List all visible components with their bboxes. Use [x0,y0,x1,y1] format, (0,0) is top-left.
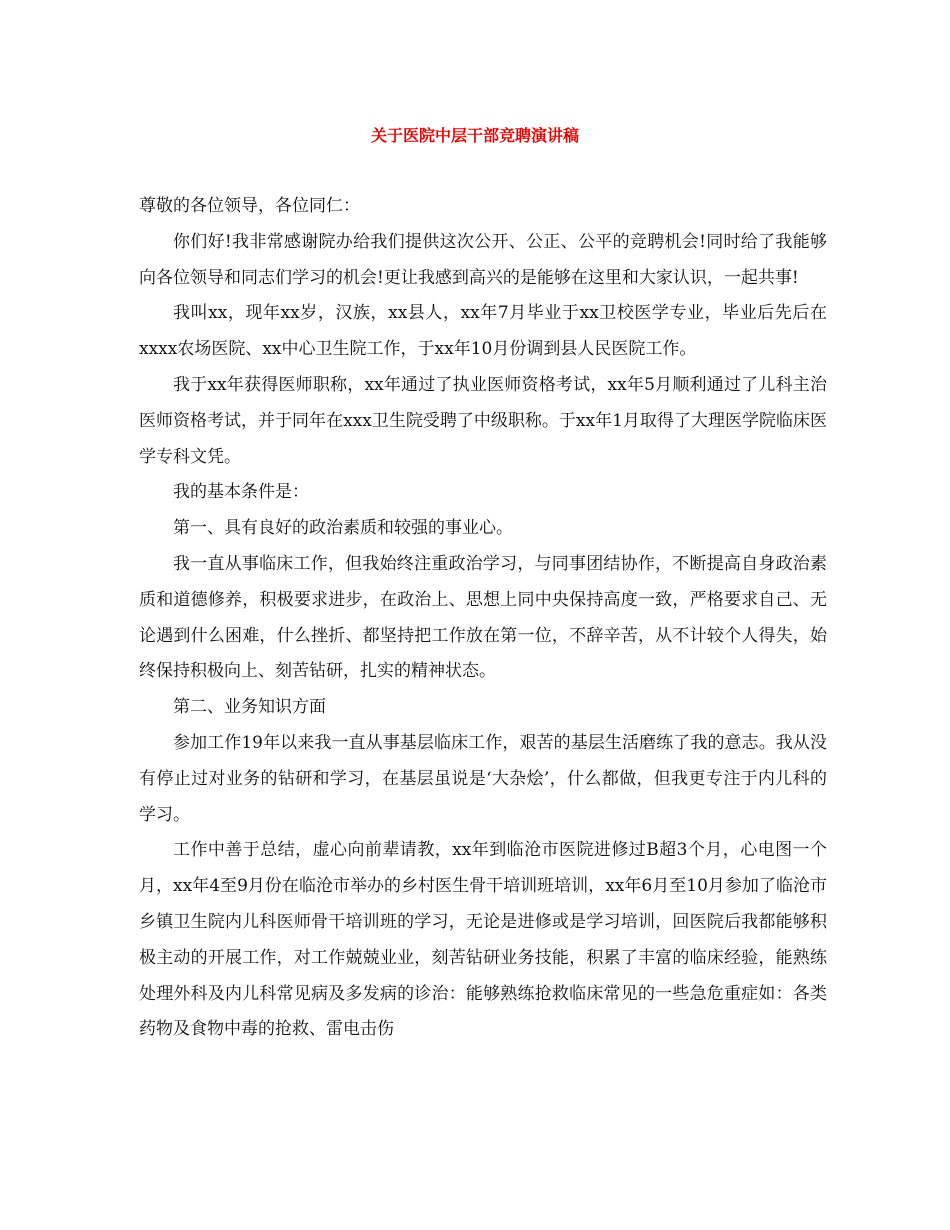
document-body [139,189,827,1048]
paragraph-work-experience: 参加工作19年以来我一直从事基层临床工作，艰苦的基层生活磨练了我的意志。我从没有停止过对业务的钻研和学习，在基层虽说是‘大杂烩’，什么都做，但我更专注于内儿科的学习。 [139,732,827,825]
paragraph-basic-conditions: 我的基本条件是： [173,482,309,503]
heading-first-point: 第一、具有良好的政治素质和较强的事业心。 [173,518,513,539]
document-title: 关于医院中层干部竞聘演讲稿 [370,126,579,145]
paragraph-qualifications: 我于xx年获得医师职称，xx年通过了执业医师资格考试，xx年5月顺利通过了儿科主治医师资格考试，并于同年在xxx卫生院受聘了中级职称。于xx年1月取得了大理医学院临床医学专科文凭。 [139,374,827,467]
paragraph-training: 工作中善于总结，虚心向前辈请教，xx年到临沧市医院进修过B超3个月，心电图一个月，xx年4至9月份在临沧市举办的乡村医生骨干培训班培训，xx年6月至10月参加了临沧市乡镇卫生院内儿科医师骨干培训班的学习，无论是进修或是学习培训，回医院后我都能够积极主动的开展工作，对工作兢兢业业，刻苦钻研业务技能，积累了丰富的临床经验，能熟练处理外科及内儿科常见病及多发病的诊治：能够熟练抢救临床常见的一些急危重症如：各类药物及食物中毒的抢救、雷电击伤 [139,840,827,1040]
paragraph-introduction: 我叫xx，现年xx岁，汉族，xx县人，xx年7月毕业于xx卫校医学专业，毕业后先后在xxxx农场医院、xx中心卫生院工作，于xx年10月份调到县人民医院工作。 [139,303,827,360]
heading-second-point: 第二、业务知识方面 [173,697,326,718]
paragraph-political-quality: 我一直从事临床工作，但我始终注重政治学习，与同事团结协作，不断提高自身政治素质和道德修养，积极要求进步，在政治上、思想上同中央保持高度一致，严格要求自己、无论遇到什么困难，什么挫折、都坚持把工作放在第一位，不辞辛苦，从不计较个人得失，始终保持积极向上、刻苦钻研，扎实的精神状态。 [139,553,827,682]
paragraph-greeting: 你们好!我非常感谢院办给我们提供这次公开、公正、公平的竞聘机会!同时给了我能够向各位领导和同志们学习的机会!更让我感到高兴的是能够在这里和大家认识，一起共事! [139,231,827,288]
salutation: 尊敬的各位领导，各位同仁： [139,196,360,216]
